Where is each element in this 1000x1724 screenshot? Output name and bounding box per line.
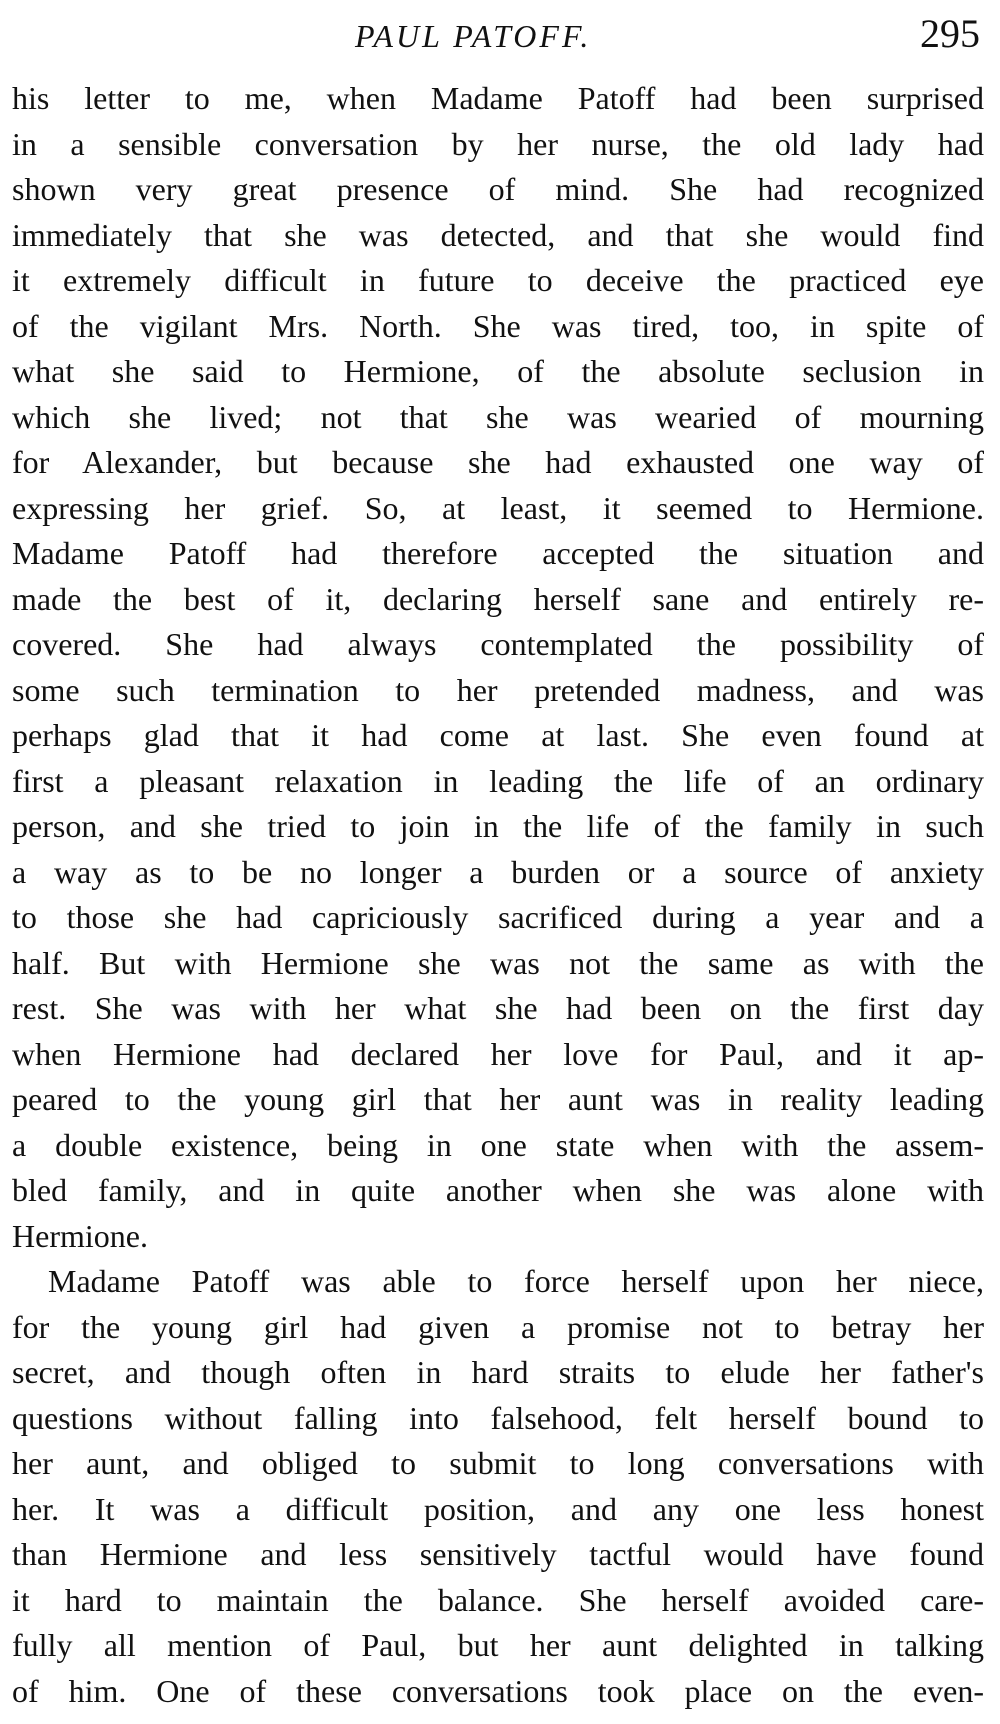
- text-line: in a sensible conversation by her nurse, the old lady had: [12, 125, 984, 162]
- text-line: Madame Patoff had therefore accepted the situation and: [12, 535, 984, 571]
- text-line: person, and she tried to join in the life of the family in such: [12, 808, 984, 844]
- text-line: secret, and though often in hard straits to elude her father's: [12, 1354, 984, 1390]
- text-line: half. But with Hermione she was not the same as with the: [12, 944, 984, 981]
- text-line: shown very great presence of mind. She had recognized: [12, 171, 984, 207]
- text-line: a double existence, being in one state when with the assem-: [12, 1126, 984, 1163]
- page-number: 295: [920, 11, 980, 56]
- paragraph-start-line: Madame Patoff was able to force herself upon her niece,: [48, 1263, 984, 1299]
- running-header: [0, 6, 1000, 56]
- text-line: to those she had capriciously sacrificed during a year and a: [12, 899, 984, 935]
- text-line: it hard to maintain the balance. She herself avoided care-: [12, 1581, 984, 1618]
- running-title: PAUL PATOFF.: [355, 18, 592, 54]
- text-line: her aunt, and obliged to submit to long conversations with: [12, 1445, 984, 1481]
- paragraph-end-line: Hermione.: [12, 1217, 148, 1254]
- text-line: which she lived; not that she was wearied of mourning: [12, 398, 984, 435]
- text-line: of him. One of these conversations took place on the even-: [12, 1672, 984, 1709]
- text-line: what she said to Hermione, of the absolute seclusion in: [12, 353, 984, 389]
- text-line: for Alexander, but because she had exhausted one way of: [12, 444, 984, 480]
- text-line: for the young girl had given a promise not to betray her: [12, 1308, 984, 1345]
- text-line: when Hermione had declared her love for Paul, and it ap-: [12, 1035, 984, 1072]
- text-line: his letter to me, when Madame Patoff had been surprised: [12, 80, 984, 116]
- text-line: questions without falling into falsehood, felt herself bound to: [12, 1399, 984, 1436]
- text-line: some such termination to her pretended madness, and was: [12, 671, 984, 708]
- text-line: first a pleasant relaxation in leading the life of an ordinary: [12, 762, 984, 799]
- text-line: a way as to be no longer a burden or a source of anxiety: [12, 853, 984, 890]
- text-line: perhaps glad that it had come at last. She even found at: [12, 717, 984, 753]
- text-line: made the best of it, declaring herself sane and entirely re-: [12, 580, 984, 617]
- body-text: [12, 76, 984, 1714]
- text-line: than Hermione and less sensitively tactful would have found: [12, 1536, 984, 1572]
- text-line: bled family, and in quite another when she was alone with: [12, 1172, 984, 1208]
- text-line: rest. She was with her what she had been on the first day: [12, 990, 984, 1026]
- text-line: peared to the young girl that her aunt was in reality leading: [12, 1081, 984, 1117]
- text-line: of the vigilant Mrs. North. She was tired, too, in spite of: [12, 307, 984, 344]
- text-line: fully all mention of Paul, but her aunt delighted in talking: [12, 1627, 984, 1663]
- text-line: covered. She had always contemplated the possibility of: [12, 626, 984, 662]
- text-line: immediately that she was detected, and that she would find: [12, 216, 984, 253]
- text-line: her. It was a difficult position, and any one less honest: [12, 1490, 984, 1527]
- text-line: expressing her grief. So, at least, it seemed to Hermione.: [12, 489, 984, 526]
- text-line: it extremely difficult in future to deceive the practiced eye: [12, 262, 984, 298]
